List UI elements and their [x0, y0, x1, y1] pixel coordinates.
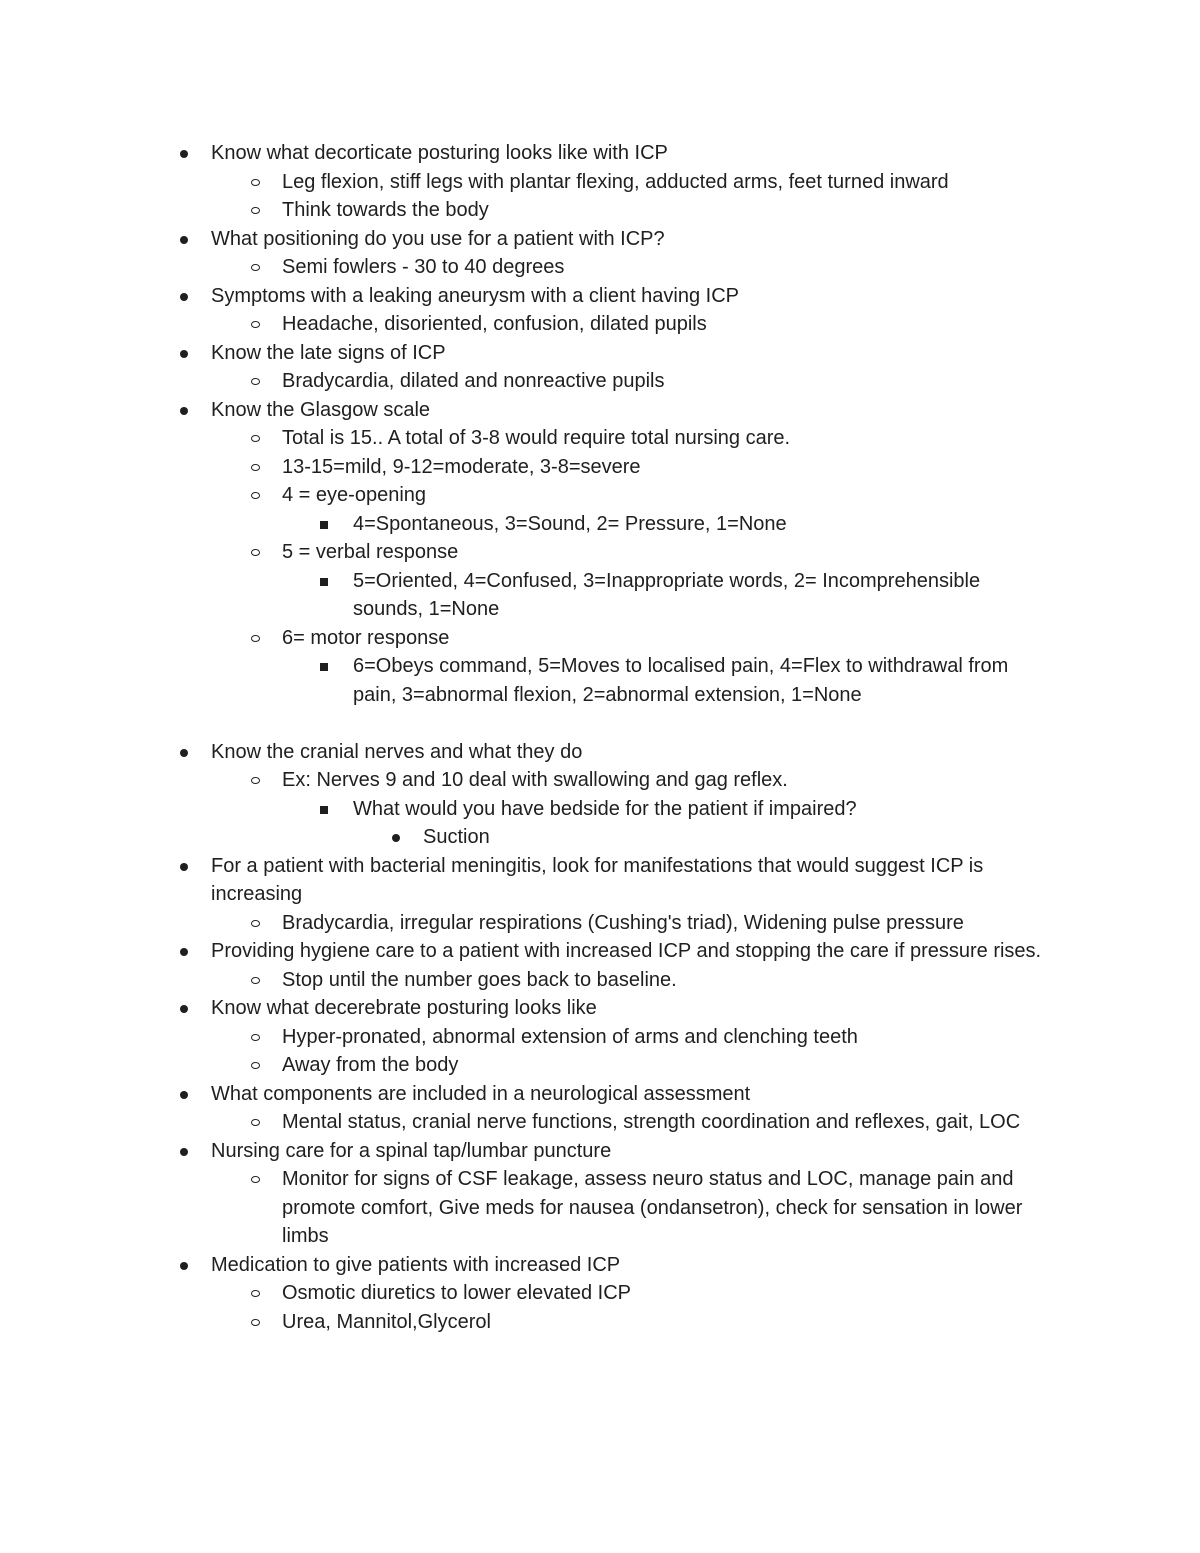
hollow-circle-bullet-icon [251, 1062, 260, 1069]
list-item-level-1 [0, 1023, 1062, 1052]
list-item-level-1 [0, 966, 1062, 995]
filled-circle-bullet-icon [180, 1262, 188, 1270]
filled-circle-bullet-icon [180, 1148, 188, 1156]
list-item-text: What components are included in a neurological assessment [211, 1082, 751, 1105]
list-item-text: Know the cranial nerves and what they do [211, 740, 583, 763]
list-item-text: Providing hygiene care to a patient with increased ICP and stopping the care if pressure rises. [211, 940, 1042, 962]
filled-square-bullet-icon [320, 663, 328, 671]
list-item-text: 6= motor response [282, 626, 450, 649]
list-item-text: Think towards the body [282, 199, 489, 221]
filled-circle-bullet-icon [180, 749, 188, 757]
list-item-level-1 [0, 453, 1062, 482]
list-item-text: 4 = eye-opening [282, 484, 427, 506]
list-item-text: Total is 15.. A total of 3-8 would require total nursing care. [282, 427, 791, 449]
filled-circle-bullet-icon [180, 948, 188, 956]
hollow-circle-bullet-icon [251, 492, 260, 499]
list-item-level-0 [0, 738, 1061, 767]
list-item-text: Headache, disoriented, confusion, dilated pupils [282, 313, 707, 335]
list-item-level-2 [0, 567, 1053, 624]
list-item-level-0 [0, 282, 1061, 311]
blank-line [0, 709, 1200, 738]
list-item-level-1 [0, 538, 1062, 567]
hollow-circle-bullet-icon [251, 635, 260, 642]
list-item-text: Monitor for signs of CSF leakage, assess neuro status and LOC, manage pain and promote comfort, Give meds for nausea (ondansetron), check for sensation in lower limbs [282, 1168, 1023, 1247]
list-item-text: 6=Obeys command, 5=Moves to localised pain, 4=Flex to withdrawal from pain, 3=abnormal flexion, 2=abnormal extension, 1=None [353, 655, 1009, 706]
filled-circle-bullet-icon [180, 350, 188, 358]
list-item-level-2 [0, 652, 1053, 709]
list-item-text: What positioning do you use for a patient with ICP? [211, 227, 665, 250]
hollow-circle-bullet-icon [251, 264, 260, 271]
filled-circle-bullet-icon [392, 834, 400, 842]
list-item-level-0 [0, 852, 1061, 909]
list-item-text: Bradycardia, irregular respirations (Cushing's triad), Widening pulse pressure [282, 911, 964, 934]
filled-square-bullet-icon [320, 806, 328, 814]
list-item-level-1 [0, 1108, 1062, 1137]
list-item-level-0 [0, 139, 1061, 168]
list-item-level-1 [0, 196, 1062, 225]
list-item-text: Bradycardia, dilated and nonreactive pupils [282, 370, 665, 392]
hollow-circle-bullet-icon [251, 977, 260, 984]
document-body [0, 139, 1200, 1336]
hollow-circle-bullet-icon [251, 321, 260, 328]
filled-square-bullet-icon [320, 578, 328, 586]
list-item-level-1 [0, 909, 1062, 938]
list-item-level-1 [0, 253, 1062, 282]
list-item-level-0 [0, 1080, 1061, 1109]
list-item-text: Hyper-pronated, abnormal extension of arms and clenching teeth [282, 1025, 858, 1048]
filled-circle-bullet-icon [180, 150, 188, 158]
list-item-text: Mental status, cranial nerve functions, strength coordination and reflexes, gait, LOC [282, 1111, 1021, 1133]
list-item-text: 13-15=mild, 9-12=moderate, 3-8=severe [282, 455, 641, 478]
filled-circle-bullet-icon [180, 863, 188, 871]
hollow-circle-bullet-icon [251, 549, 260, 556]
hollow-circle-bullet-icon [251, 464, 260, 471]
list-item-level-0 [0, 937, 1061, 966]
list-item-text: Ex: Nerves 9 and 10 deal with swallowing and gag reflex. [282, 769, 788, 791]
hollow-circle-bullet-icon [251, 1176, 260, 1183]
hollow-circle-bullet-icon [251, 179, 260, 186]
list-item-level-2 [0, 795, 1053, 824]
filled-circle-bullet-icon [180, 236, 188, 244]
list-item-text: Medication to give patients with increased ICP [211, 1253, 621, 1276]
filled-square-bullet-icon [320, 521, 328, 529]
list-item-level-0 [0, 1251, 1061, 1280]
list-item-level-1 [0, 1279, 1062, 1308]
list-item-text: Suction [423, 826, 490, 848]
list-item-text: For a patient with bacterial meningitis, look for manifestations that would suggest ICP is increasing [211, 854, 984, 905]
list-item-text: Know the late signs of ICP [211, 341, 446, 364]
list-item-text: Urea, Mannitol,Glycerol [282, 1310, 491, 1333]
list-item-text: 4=Spontaneous, 3=Sound, 2= Pressure, 1=None [353, 512, 787, 535]
list-item-level-0 [0, 396, 1061, 425]
list-item-level-2 [0, 510, 1053, 539]
list-item-text: Know what decorticate posturing looks like with ICP [211, 142, 668, 164]
list-item-text: Away from the body [282, 1054, 459, 1076]
list-item-text: Semi fowlers - 30 to 40 degrees [282, 256, 565, 278]
list-item-level-3 [0, 823, 1053, 852]
filled-circle-bullet-icon [180, 293, 188, 301]
list-item-level-0 [0, 994, 1061, 1023]
filled-circle-bullet-icon [180, 407, 188, 415]
hollow-circle-bullet-icon [251, 1119, 260, 1126]
list-item-text: Osmotic diuretics to lower elevated ICP [282, 1282, 632, 1304]
list-item-level-1 [0, 367, 1062, 396]
list-item-text: Leg flexion, stiff legs with plantar flexing, adducted arms, feet turned inward [282, 170, 949, 193]
list-item-text: Know the Glasgow scale [211, 398, 431, 421]
hollow-circle-bullet-icon [251, 920, 260, 927]
hollow-circle-bullet-icon [251, 1290, 260, 1297]
hollow-circle-bullet-icon [251, 207, 260, 214]
list-item-level-1 [0, 1165, 1062, 1251]
list-item-level-0 [0, 225, 1061, 254]
filled-circle-bullet-icon [180, 1091, 188, 1099]
list-item-text: Stop until the number goes back to baseline. [282, 968, 677, 991]
list-item-level-1 [0, 481, 1062, 510]
list-item-level-1 [0, 1308, 1062, 1337]
list-item-text: Know what decerebrate posturing looks like [211, 997, 597, 1019]
list-item-level-1 [0, 168, 1062, 197]
list-item-text: 5=Oriented, 4=Confused, 3=Inappropriate words, 2= Incomprehensible sounds, 1=None [353, 569, 981, 620]
list-item-level-1 [0, 624, 1062, 653]
hollow-circle-bullet-icon [251, 777, 260, 784]
list-item-level-0 [0, 339, 1061, 368]
list-item-level-1 [0, 424, 1062, 453]
hollow-circle-bullet-icon [251, 1319, 260, 1326]
filled-circle-bullet-icon [180, 1005, 188, 1013]
list-item-level-1 [0, 310, 1062, 339]
list-item-text: What would you have bedside for the patient if impaired? [353, 797, 857, 820]
hollow-circle-bullet-icon [251, 1034, 260, 1041]
hollow-circle-bullet-icon [251, 435, 260, 442]
list-item-text: Nursing care for a spinal tap/lumbar puncture [211, 1139, 612, 1162]
list-item-level-1 [0, 1051, 1062, 1080]
list-item-text: 5 = verbal response [282, 541, 459, 563]
list-item-level-1 [0, 766, 1062, 795]
hollow-circle-bullet-icon [251, 378, 260, 385]
list-item-level-0 [0, 1137, 1061, 1166]
list-item-text: Symptoms with a leaking aneurysm with a client having ICP [211, 284, 740, 307]
